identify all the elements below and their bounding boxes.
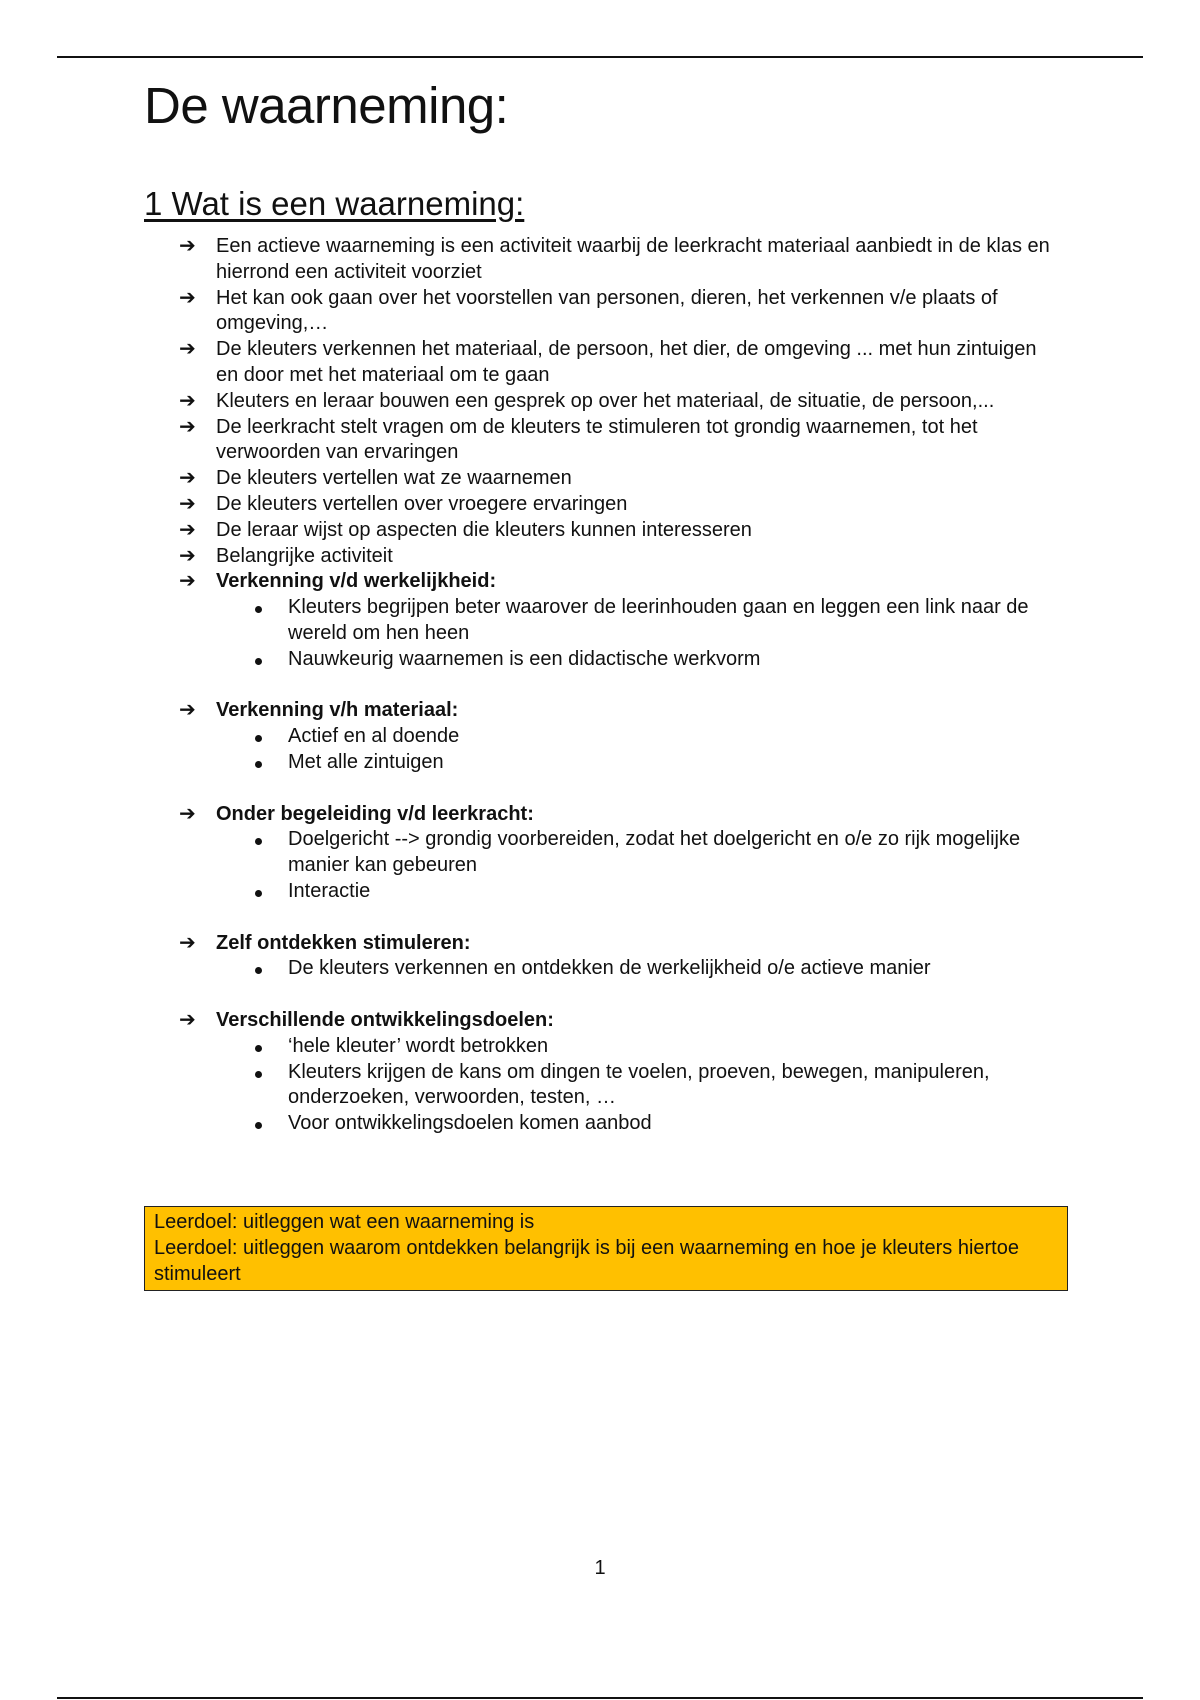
arrow-item	[179, 415, 1064, 467]
bullet-list	[216, 956, 1064, 982]
bullet-icon	[255, 890, 262, 897]
arrow-item-text: Belangrijke activiteit	[216, 544, 393, 567]
bullet-list	[216, 1034, 1064, 1137]
arrow-item-heading: Verschillende ontwikkelingsdoelen:	[216, 1008, 554, 1031]
bullet-text: Interactie	[288, 879, 371, 902]
bullet-text: Voor ontwikkelingsdoelen komen aanbod	[288, 1112, 652, 1135]
arrow-right-icon: ➔	[179, 699, 196, 722]
arrow-item	[179, 518, 1064, 544]
arrow-right-icon: ➔	[179, 286, 196, 309]
bullet-icon	[255, 658, 262, 665]
document-body	[144, 72, 1064, 1137]
bullet-icon	[255, 838, 262, 845]
arrow-item-text: Een actieve waarneming is een activiteit waarbij de leerkracht materiaal aanbiedt in de klas en hierrond een activiteit voorziet	[216, 235, 1050, 283]
arrow-right-icon: ➔	[179, 570, 196, 593]
arrow-item	[179, 569, 1064, 672]
arrow-item-text: De kleuters verkennen het materiaal, de persoon, het dier, de omgeving ... met hun zintuigen en door met het materiaal om te gaan	[216, 338, 1037, 386]
bullet-icon	[255, 735, 262, 742]
arrow-right-icon: ➔	[179, 235, 196, 257]
bullet-icon	[255, 1045, 262, 1052]
bullet-item	[251, 827, 1064, 879]
bullet-text: Met alle zintuigen	[288, 750, 444, 773]
learning-goal-line: Leerdoel: uitleggen wat een waarneming is	[154, 1211, 535, 1233]
arrow-list	[144, 234, 1064, 1137]
bullet-text: Nauwkeurig waarnemen is een didactische werkvorm	[288, 647, 761, 670]
page-number: 1	[594, 1557, 606, 1579]
learning-goal-line: Leerdoel: uitleggen waarom ontdekken belangrijk is bij een waarneming en hoe je kleuters hiertoe stimuleert	[154, 1236, 1019, 1285]
arrow-item-text: De leerkracht stelt vragen om de kleuters te stimuleren tot grondig waarnemen, tot het verwoorden van ervaringen	[216, 415, 978, 464]
bullet-icon	[255, 1071, 262, 1078]
arrow-item	[179, 1008, 1064, 1137]
bullet-icon	[255, 606, 262, 613]
bullet-item	[251, 1111, 1064, 1137]
bullet-text: Actief en al doende	[288, 725, 460, 748]
bullet-text: Kleuters krijgen de kans om dingen te voelen, proeven, bewegen, manipuleren, onderzoeken, verwoorden, testen, …	[288, 1060, 990, 1109]
arrow-item-heading: Verkenning v/d werkelijkheid:	[216, 570, 497, 593]
arrow-item	[179, 389, 1064, 415]
arrow-item	[179, 492, 1064, 518]
bullet-text: Kleuters begrijpen beter waarover de leerinhouden gaan en leggen een link naar de wereld om hen heen	[288, 596, 1029, 644]
arrow-right-icon: ➔	[179, 1008, 196, 1031]
learning-goals-box	[144, 1206, 1068, 1291]
arrow-item	[179, 802, 1064, 905]
arrow-right-icon: ➔	[179, 467, 196, 490]
arrow-right-icon: ➔	[179, 492, 196, 515]
bullet-list	[216, 724, 1064, 776]
bullet-item	[251, 595, 1064, 647]
arrow-item-text: Kleuters en leraar bouwen een gesprek op over het materiaal, de situatie, de persoon,...	[216, 389, 995, 412]
arrow-item-text: Het kan ook gaan over het voorstellen van personen, dieren, het verkennen v/e plaats of omgeving,…	[216, 286, 998, 335]
arrow-item-heading: Zelf ontdekken stimuleren:	[216, 931, 471, 954]
bullet-item	[251, 750, 1064, 776]
arrow-right-icon: ➔	[179, 802, 196, 825]
bullet-list	[216, 827, 1064, 904]
arrow-item	[179, 931, 1064, 983]
bullet-item	[251, 879, 1064, 905]
arrow-right-icon: ➔	[179, 389, 196, 412]
arrow-item-text: De kleuters vertellen wat ze waarnemen	[216, 467, 572, 490]
arrow-item-heading: Onder begeleiding v/d leerkracht:	[216, 802, 534, 825]
bullet-item	[251, 1034, 1064, 1060]
arrow-item	[179, 286, 1064, 338]
arrow-item-text: De kleuters vertellen over vroegere ervaringen	[216, 492, 628, 515]
section-title: 1 Wat is een waarneming:	[144, 185, 525, 222]
arrow-item-heading: Verkenning v/h materiaal:	[216, 699, 459, 722]
bottom-rule	[57, 1697, 1143, 1699]
bullet-item	[251, 1060, 1064, 1112]
arrow-right-icon: ➔	[179, 931, 196, 954]
arrow-item	[179, 234, 1064, 286]
bullet-icon	[255, 967, 262, 974]
top-rule	[57, 56, 1143, 58]
bullet-item	[251, 956, 1064, 982]
bullet-icon	[255, 761, 262, 768]
bullet-item	[251, 724, 1064, 750]
arrow-item-text: De leraar wijst op aspecten die kleuters kunnen interesseren	[216, 518, 752, 541]
arrow-right-icon: ➔	[179, 518, 196, 541]
bullet-list	[216, 595, 1064, 672]
arrow-right-icon: ➔	[179, 544, 196, 567]
bullet-text: Doelgericht --> grondig voorbereiden, zodat het doelgericht en o/e zo rijk mogelijke manier kan gebeuren	[288, 828, 1021, 877]
bullet-item	[251, 647, 1064, 673]
bullet-text: De kleuters verkennen en ontdekken de werkelijkheid o/e actieve manier	[288, 957, 931, 980]
bullet-icon	[255, 1122, 262, 1129]
arrow-right-icon: ➔	[179, 415, 196, 438]
arrow-item	[179, 544, 1064, 570]
arrow-item	[179, 698, 1064, 775]
bullet-text: ‘hele kleuter’ wordt betrokken	[288, 1034, 549, 1057]
arrow-right-icon: ➔	[179, 338, 196, 361]
arrow-item	[179, 466, 1064, 492]
arrow-item	[179, 337, 1064, 389]
page-title: De waarneming:	[144, 77, 509, 134]
